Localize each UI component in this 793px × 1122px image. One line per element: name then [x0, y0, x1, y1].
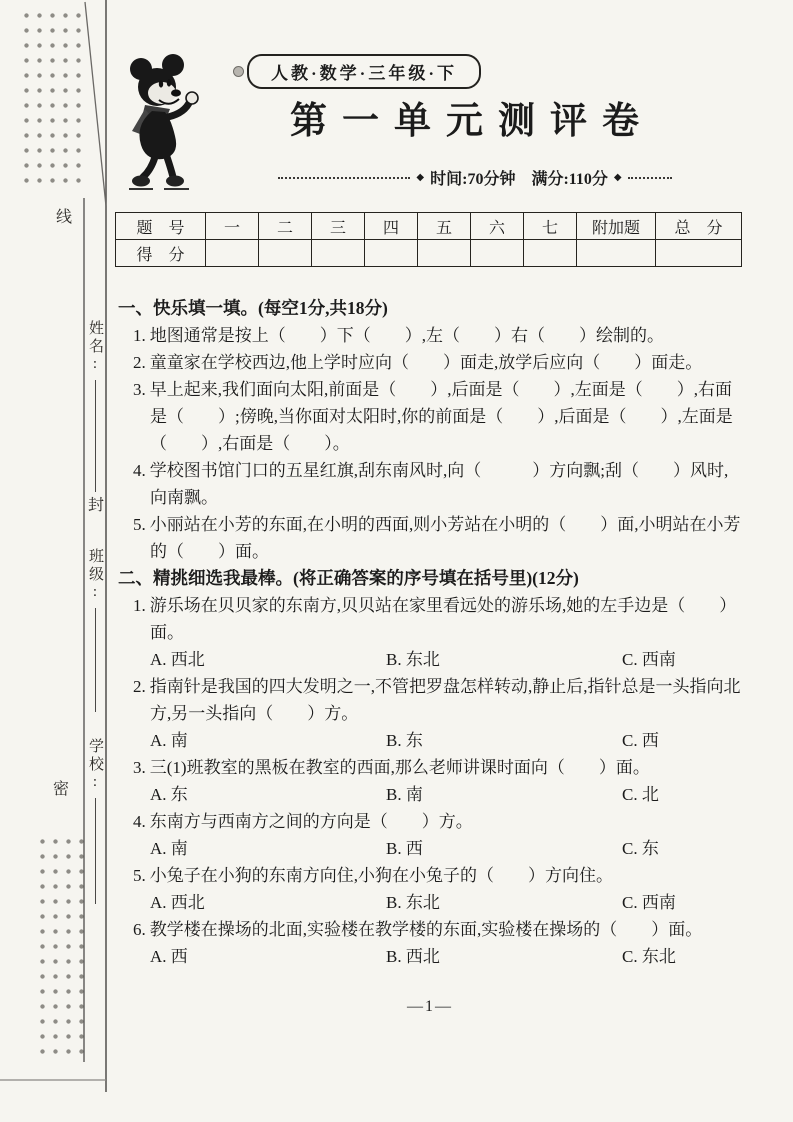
- seal-char-line: 线: [56, 209, 73, 226]
- exam-meta-row: [115, 166, 745, 189]
- question-number: 5.: [133, 515, 146, 534]
- score-header-cell: 一: [206, 213, 259, 240]
- option-c: C. 西: [622, 731, 659, 750]
- question-number: 6.: [133, 920, 146, 939]
- score-table-header-row: [116, 213, 742, 240]
- question-text: 三(1)班教室的黑板在教室的西面,那么老师讲课时面向（ ）面。: [149, 758, 650, 777]
- option-b: B. 东: [386, 731, 423, 750]
- option-c: C. 东: [622, 839, 659, 858]
- question-item: [133, 322, 745, 349]
- score-header-cell: 三: [312, 213, 365, 240]
- exam-content: [115, 0, 745, 1122]
- score-cell-empty: [577, 240, 656, 267]
- diamond-icon-left: ◆: [416, 171, 425, 183]
- exam-header: [115, 0, 745, 212]
- class-field-label: 班级:: [87, 548, 103, 603]
- option-b: B. 西: [386, 839, 423, 858]
- score-cell-empty: [206, 240, 259, 267]
- score-cell-empty: [656, 240, 742, 267]
- school-field-label: 学校:: [87, 738, 103, 793]
- question-item: [133, 511, 745, 565]
- option-a: A. 西北: [150, 893, 205, 912]
- option-c: C. 西南: [622, 650, 676, 669]
- score-header-cell: 四: [365, 213, 418, 240]
- question-number: 1.: [133, 596, 146, 615]
- school-blank-line: [95, 798, 97, 904]
- option-a: A. 南: [150, 731, 188, 750]
- question-text: 教学楼在操场的北面,实验楼在教学楼的东面,实验楼在操场的（ ）面。: [149, 920, 703, 939]
- student-school-field: [85, 738, 106, 904]
- score-header-cell: 六: [471, 213, 524, 240]
- diamond-icon-right: ◆: [613, 171, 622, 183]
- score-header-cell: 总 分: [656, 213, 742, 240]
- question-text: 地图通常是按上（ ）下（ ）,左（ ）右（ ）绘制的。: [149, 326, 664, 345]
- option-b: B. 南: [386, 785, 423, 804]
- option-a: A. 南: [150, 839, 188, 858]
- options-row: [150, 835, 745, 862]
- question-number: 3.: [133, 758, 146, 777]
- exam-title: 第一单元测评卷: [290, 101, 654, 142]
- bullet-dot-icon: [233, 66, 244, 77]
- question-number: 4.: [133, 812, 146, 831]
- option-a: A. 西北: [150, 650, 205, 669]
- question-number: 1.: [133, 326, 146, 345]
- question-number: 2.: [133, 353, 146, 372]
- student-name-field: [85, 320, 106, 492]
- option-a: A. 西: [150, 947, 188, 966]
- question-text: 小兔子在小狗的东南方向住,小狗在小兔子的（ ）方向住。: [149, 866, 613, 885]
- score-cell-empty: [312, 240, 365, 267]
- seal-char-mi: 密: [53, 781, 70, 798]
- dotted-leader-right: [628, 177, 672, 179]
- option-c: C. 西南: [622, 893, 676, 912]
- binding-seal-strip: [0, 0, 112, 1122]
- options-row: [150, 889, 745, 916]
- score-row-label: 得 分: [116, 240, 206, 267]
- section-2-heading: 二、精挑细选我最棒。(将正确答案的序号填在括号里)(12分): [118, 568, 579, 588]
- time-score-info: 时间:70分钟 满分:110分: [430, 171, 608, 188]
- score-table-score-row: [116, 240, 742, 267]
- question-text: 东南方与西南方之间的方向是（ ）方。: [149, 812, 473, 831]
- score-table: [115, 212, 742, 267]
- name-blank-line: [95, 380, 97, 492]
- score-header-cell: 五: [418, 213, 471, 240]
- options-row: [150, 727, 745, 754]
- question-text: 早上起来,我们面向太阳,前面是（ ）,后面是（ ）,左面是（ ）,右面是（ ）;傍晚,当你面对太阳时,你的前面是（ ）,后面是（ ）,左面是（ ）,右面是（ ）。: [149, 380, 733, 453]
- question-item: [133, 349, 745, 376]
- option-c: C. 北: [622, 785, 659, 804]
- student-class-field: [85, 548, 106, 712]
- question-item: [133, 673, 745, 727]
- options-row: [150, 781, 745, 808]
- question-number: 3.: [133, 380, 146, 399]
- edition-badge: 人教·数学·三年级·下: [247, 54, 481, 89]
- option-c: C. 东北: [622, 947, 676, 966]
- question-text: 游乐场在贝贝家的东南方,贝贝站在家里看远处的游乐场,她的左手边是（ ）面。: [149, 596, 737, 642]
- score-cell-empty: [418, 240, 471, 267]
- question-number: 4.: [133, 461, 146, 480]
- question-item: [133, 592, 745, 646]
- score-header-cell: 附加题: [577, 213, 656, 240]
- question-text: 指南针是我国的四大发明之一,不管把罗盘怎样转动,静止后,指针总是一头指向北方,另一头指向（ ）方。: [149, 677, 741, 723]
- score-cell-empty: [259, 240, 312, 267]
- question-item: [133, 916, 745, 943]
- name-field-label: 姓名:: [87, 320, 103, 375]
- question-item: [133, 862, 745, 889]
- seal-char-feng: 封: [88, 497, 105, 514]
- question-text: 学校图书馆门口的五星红旗,刮东南风时,向（ ）方向飘;刮（ ）风时,向南飘。: [149, 461, 729, 507]
- dotted-leader-left: [278, 177, 410, 179]
- score-header-cell: 题 号: [116, 213, 206, 240]
- option-b: B. 西北: [386, 947, 440, 966]
- class-blank-line: [95, 608, 97, 712]
- question-item: [133, 754, 745, 781]
- option-b: B. 东北: [386, 893, 440, 912]
- score-cell-empty: [365, 240, 418, 267]
- question-number: 2.: [133, 677, 146, 696]
- options-row: [150, 943, 745, 970]
- question-text: 小丽站在小芳的东面,在小明的西面,则小芳站在小明的（ ）面,小明站在小芳的（ ）面。: [149, 515, 741, 561]
- question-item: [133, 376, 745, 457]
- options-row: [150, 646, 745, 673]
- score-header-cell: 二: [259, 213, 312, 240]
- question-item: [133, 457, 745, 511]
- option-b: B. 东北: [386, 650, 440, 669]
- score-header-cell: 七: [524, 213, 577, 240]
- section-1-heading: 一、快乐填一填。(每空1分,共18分): [118, 298, 388, 318]
- question-number: 5.: [133, 866, 146, 885]
- question-item: [133, 808, 745, 835]
- section-multiple-choice: [115, 565, 745, 970]
- section-fill-in-blanks: [115, 295, 745, 565]
- option-a: A. 东: [150, 785, 188, 804]
- score-cell-empty: [524, 240, 577, 267]
- score-cell-empty: [471, 240, 524, 267]
- question-text: 童童家在学校西边,他上学时应向（ ）面走,放学后应向（ ）面走。: [149, 353, 703, 372]
- page-number: —1—: [407, 998, 453, 1015]
- edition-badge-row: [233, 54, 481, 89]
